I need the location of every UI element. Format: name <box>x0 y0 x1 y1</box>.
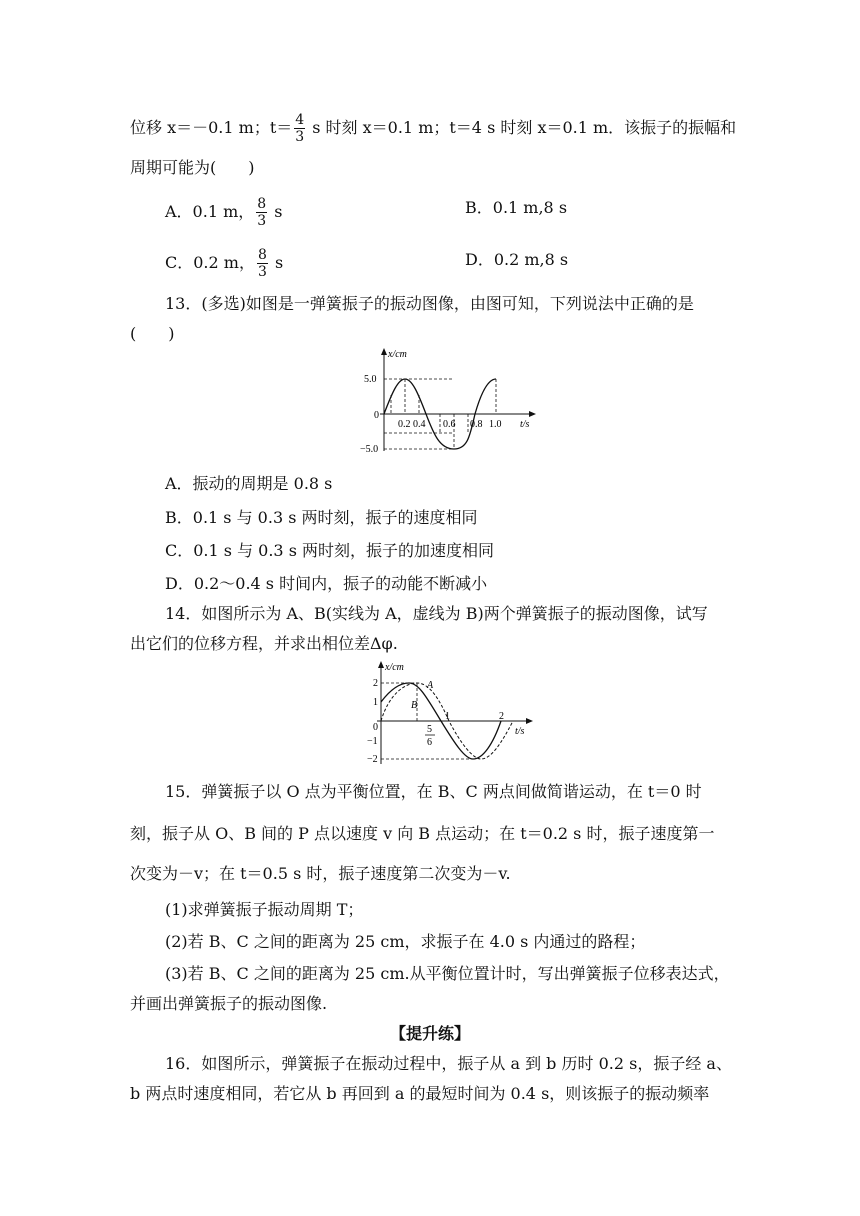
q12-line1-part-a: 位移 x＝－0.1 m；t＝ <box>130 118 293 137</box>
q14-x-axis-label: t/s <box>515 726 525 737</box>
q14-stem-line1: 14．如图所示为 A、B(实线为 A，虚线为 B)两个弹簧振子的振动图像，试写 <box>165 604 708 623</box>
q13-tick-label: 0.2 <box>398 419 411 430</box>
q12-line1 <box>130 112 736 145</box>
q15-sub3-cont: 并画出弹簧振子的振动图像. <box>130 994 328 1013</box>
q13-option-b: B．0.1 s 与 0.3 s 两时刻，振子的速度相同 <box>165 508 478 527</box>
q14-y-tick: −2 <box>367 754 378 765</box>
q13-y-pos-label: 5.0 <box>364 374 377 385</box>
q14-vibration-graph <box>365 658 545 768</box>
q16-stem-line2: b 两点时速度相同，若它从 b 再回到 a 的最短时间为 0.4 s，则该振子的振动频率 <box>130 1084 710 1103</box>
q13-y-neg-label: −5.0 <box>360 444 379 455</box>
q14-x-tick: 1 <box>445 711 450 722</box>
q13-tick-label: 0.8 <box>470 419 483 430</box>
q13-tick-label: 1.0 <box>489 419 502 430</box>
q13-option-d: D．0.2～0.4 s 时间内，振子的动能不断减小 <box>165 574 488 593</box>
q14-fraction-num: 5 <box>427 724 432 735</box>
q14-y-tick: 2 <box>373 678 378 689</box>
q15-sub3: (3)若 B、C 之间的距离为 25 cm.从平衡位置计时，写出弹簧振子位移表达式， <box>165 964 730 983</box>
q14-x-tick: 2 <box>499 711 504 722</box>
q13-option-a: A．振动的周期是 0.8 s <box>165 474 333 493</box>
q14-y-tick: 1 <box>373 697 378 708</box>
section-title: 【提升练】 <box>389 1024 470 1043</box>
q14-stem-line2: 出它们的位移方程，并求出相位差Δφ. <box>130 634 398 653</box>
q15-stem-line1: 15．弹簧振子以 O 点为平衡位置，在 B、C 两点间做简谐运动，在 t＝0 时 <box>165 782 702 801</box>
q13-stem-line2: ( ) <box>130 324 175 343</box>
q13-tick-label: 0.6 <box>443 419 456 430</box>
q14-series-b-label: B <box>411 700 418 711</box>
q13-x-axis-label: t/s <box>520 419 530 430</box>
q14-y-axis-label: x/cm <box>385 662 404 673</box>
q15-sub2: (2)若 B、C 之间的距离为 25 cm，求振子在 4.0 s 内通过的路程； <box>165 932 646 951</box>
q16-stem-line1: 16．如图所示，弹簧振子在振动过程中，振子从 a 到 b 历时 0.2 s，振子经 a、 <box>165 1054 732 1073</box>
q12-option-b: B．0.1 m,8 s <box>465 198 568 217</box>
q13-origin-label: 0 <box>374 410 379 421</box>
q12-line2: 周期可能为( ) <box>130 158 255 177</box>
q13-y-axis-label: x/cm <box>388 349 407 360</box>
q12-option-a: A．0.1 m， $\frac{8}{3}$ s <box>165 196 283 229</box>
fraction-8-3: $\frac{8}{3}$ <box>257 247 267 280</box>
q12-option-c: C．0.2 m， $\frac{8}{3}$ s <box>165 247 284 280</box>
q13-option-c: C．0.1 s 与 0.3 s 两时刻，振子的加速度相同 <box>165 541 494 560</box>
q13-stem-line1: 13．(多选)如图是一弹簧振子的振动图像，由图可知，下列说法中正确的是 <box>165 294 694 313</box>
q12-option-d: D．0.2 m,8 s <box>465 250 569 269</box>
fraction-8-3: $\frac{8}{3}$ <box>257 196 267 229</box>
q15-sub1: (1)求弹簧振子振动周期 T； <box>165 900 364 919</box>
q14-y-tick: −1 <box>367 736 378 747</box>
fraction-4-3: $\frac{4}{3}$ <box>295 112 305 145</box>
q14-y-tick: 0 <box>373 722 378 733</box>
q14-fraction-den: 6 <box>427 737 432 748</box>
q15-stem-line2: 刻，振子从 O、B 间的 P 点以速度 v 向 B 点运动；在 t＝0.2 s 时，振子速度第一 <box>130 824 715 843</box>
q15-stem-line3: 次变为－v；在 t＝0.5 s 时，振子速度第二次变为－v. <box>130 864 511 883</box>
q13-tick-label: 0.4 <box>413 419 426 430</box>
q12-line1-part-b: s 时刻 x＝0.1 m；t＝4 s 时刻 x＝0.1 m．该振子的振幅和 <box>307 118 737 137</box>
q13-vibration-graph <box>350 345 550 457</box>
q14-series-a-label: A <box>427 680 434 691</box>
